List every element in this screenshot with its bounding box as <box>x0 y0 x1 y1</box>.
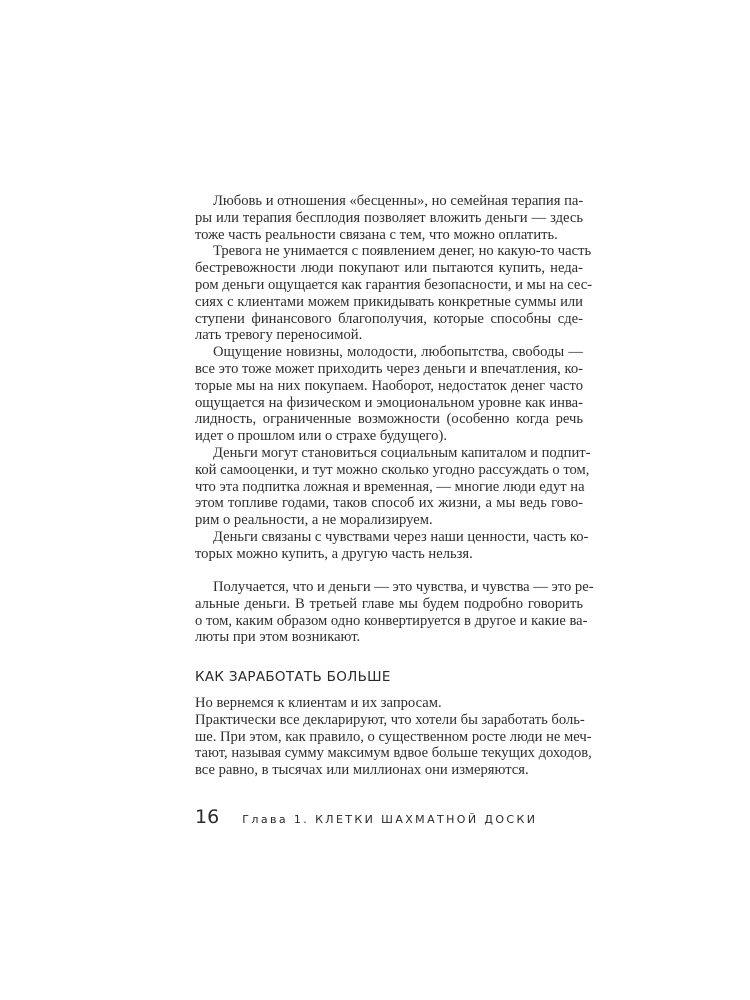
text-line: ром деньги ощущается как гарантия безопасности, и мы на сес- <box>195 276 593 293</box>
paragraph <box>195 243 593 344</box>
text-line: Практически все декларируют, что хотели бы заработать боль- <box>195 711 585 728</box>
text-line: ощущается на физическом и эмоциональном уровне как инва- <box>195 394 583 411</box>
text-line: Деньги связаны с чувствами через наши ценности, часть ко- <box>213 528 589 545</box>
paragraph <box>195 695 583 712</box>
text-line: люты при этом возникают. <box>195 629 361 646</box>
text-line: идет о прошлом или о страхе будущего). <box>195 428 447 445</box>
running-title: Глава 1. КЛЕТКИ ШАХМАТНОЙ ДОСКИ <box>242 813 538 826</box>
section-heading: КАК ЗАРАБОТАТЬ БОЛЬШЕ <box>195 669 391 685</box>
text-line: тоже часть реальности связана с тем, что можно оплатить. <box>195 226 558 243</box>
text-line: торые мы на них покупаем. Наоборот, недостаток денег часто <box>195 377 583 394</box>
text-line: рим о реальности, а не морализируем. <box>195 512 433 529</box>
page-number: 16 <box>195 806 220 828</box>
page-footer <box>195 806 537 828</box>
text-line: сиях с клиентами можем прикидывать конкретные суммы или <box>195 293 583 310</box>
text-line: все это тоже может приходить через деньги и впечатления, ко- <box>195 360 583 377</box>
text-line: альные деньги. В третьей главе мы будем подробно говорить <box>195 595 583 612</box>
paragraph <box>195 711 592 779</box>
text-line: о том, каким образом одно конвертируется в другое и какие ва- <box>195 612 588 629</box>
paragraph <box>195 579 594 646</box>
text-line: все равно, в тысячах или миллионах они измеряются. <box>195 762 529 779</box>
text-line: бестревожности люди покупают или пытаются купить, неда- <box>195 260 583 277</box>
text-line: Но вернемся к клиентам и их запросам. <box>195 695 442 711</box>
text-line: лать тревогу переносимой. <box>195 327 363 344</box>
text-block-upper <box>195 193 593 563</box>
text-line: этом топливе годами, таков способ их жизни, а мы ведь гово- <box>195 495 583 512</box>
text-block-summary <box>195 579 594 646</box>
paragraph <box>195 193 583 243</box>
text-line: Получается, что и деньги — это чувства, и чувства — это ре- <box>213 579 594 595</box>
text-line: тают, называя сумму максимум вдвое больше текущих доходов, <box>195 745 592 762</box>
text-line: ступени финансового благополучия, которые способны сде- <box>195 310 583 327</box>
text-line: лидность, ограниченные возможности (особенно когда речь <box>195 411 583 428</box>
text-line: кой самооценки, и тут можно сколько угодно рассуждать о том, <box>195 461 590 478</box>
text-line: что эта подпитка ложная и временная, — многие люди едут на <box>195 478 585 495</box>
paragraph <box>195 528 589 563</box>
paragraph <box>195 344 583 445</box>
text-line: ше. При этом, как правило, о существенном росте люди не меч- <box>195 728 592 745</box>
text-line: Деньги могут становиться социальным капиталом и подпит- <box>213 444 591 461</box>
text-line: Ощущение новизны, молодости, любопытства, свободы — <box>213 344 583 361</box>
text-line: торых можно купить, а другую часть нельзя. <box>195 545 473 562</box>
text-line: ры или терапия бесплодия позволяет вложить деньги — здесь <box>195 209 583 226</box>
text-line: Любовь и отношения «бесценны», но семейная терапия па- <box>213 193 584 209</box>
text-line: Тревога не унимается с появлением денег, но какую-то часть <box>213 243 592 260</box>
text-block-section <box>195 695 592 779</box>
paragraph <box>195 444 591 529</box>
